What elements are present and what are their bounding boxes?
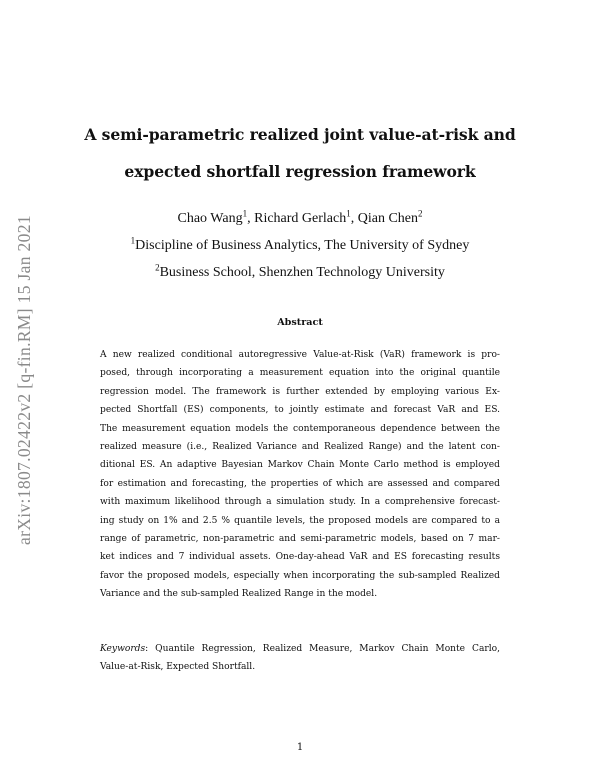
abstract-line: posed, through incorporating a measurement equation into the original quantile	[100, 368, 500, 379]
abstract-line: ket indices and 7 individual assets. One-day-ahead VaR and ES forecasting results	[100, 552, 500, 563]
paper-title-line-2: expected shortfall regression framework	[124, 162, 476, 181]
abstract-heading: Abstract	[277, 317, 323, 328]
abstract-line: regression model. The framework is further extended by employing various Ex-	[100, 386, 500, 397]
keywords-text: : Quantile Regression, Realized Measure, Markov Chain Monte Carlo,	[145, 644, 500, 654]
author-separator: ,	[350, 211, 358, 226]
author-affiliation-mark: 2	[418, 208, 423, 219]
affiliation-text: Discipline of Business Analytics, The University of Sydney	[135, 238, 470, 253]
abstract-line: with maximum likelihood through a simulation study. In a comprehensive forecast-	[100, 497, 500, 508]
arxiv-identifier-stamp: arXiv:1807.02422v2 [q-fin.RM] 15 Jan 2021	[14, 215, 34, 545]
keywords-line-2: Value-at-Risk, Expected Shortfall.	[100, 662, 256, 673]
affiliation-mark: 1	[130, 235, 136, 246]
page-number: 1	[296, 742, 304, 753]
paper-title-line-1: A semi-parametric realized joint value-at-risk and	[84, 125, 516, 144]
author-list	[60, 208, 540, 227]
abstract-line: Variance and the sub-sampled Realized Range in the model.	[100, 589, 378, 600]
author-name: Chao Wang	[177, 211, 243, 226]
affiliation-1	[60, 235, 540, 254]
author-affiliation-mark: 1	[346, 208, 351, 219]
author-name: Richard Gerlach	[254, 211, 347, 226]
author-separator: ,	[247, 211, 255, 226]
abstract-line: A new realized conditional autoregressive Value-at-Risk (VaR) framework is pro-	[100, 350, 500, 360]
keywords-block	[100, 640, 500, 677]
affiliation-2	[60, 262, 540, 281]
affiliation-text: Business School, Shenzhen Technology University	[159, 265, 445, 280]
affiliation-mark: 2	[155, 262, 160, 273]
abstract-line: pected Shortfall (ES) components, to jointly estimate and forecast VaR and ES.	[100, 405, 500, 416]
abstract-line: range of parametric, non-parametric and semi-parametric models, based on 7 mar-	[100, 533, 500, 544]
abstract-body	[100, 346, 500, 603]
abstract-line: ditional ES. An adaptive Bayesian Markov Chain Monte Carlo method is employed	[100, 460, 500, 471]
author-name: Qian Chen	[357, 211, 418, 226]
keywords-line-1	[100, 640, 500, 658]
abstract-line: ing study on 1% and 2.5 % quantile levels, the proposed models are compared to a	[100, 515, 500, 526]
abstract-line: realized measure (i.e., Realized Variance and Realized Range) and the latent con-	[100, 441, 500, 452]
author-affiliation-mark: 1	[242, 208, 248, 219]
abstract-line: for estimation and forecasting, the properties of which are assessed and compared	[100, 478, 500, 489]
abstract-line: The measurement equation models the contemporaneous dependence between the	[100, 423, 500, 434]
keywords-label: Keywords	[100, 644, 146, 654]
abstract-line: favor the proposed models, especially when incorporating the sub-sampled Realized	[100, 570, 500, 581]
